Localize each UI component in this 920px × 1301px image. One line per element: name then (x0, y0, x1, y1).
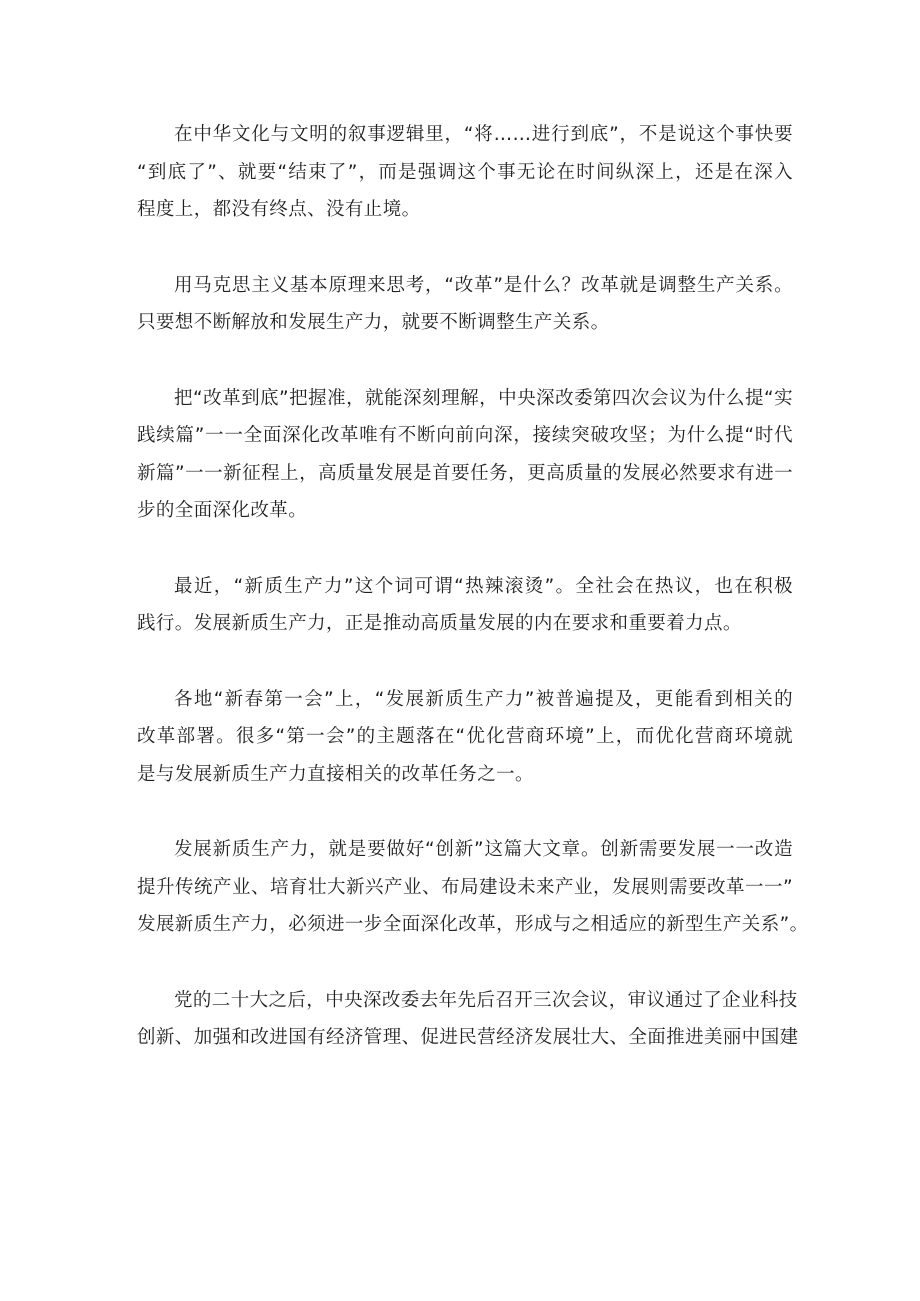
text-line: 最近，“新质生产力”这个词可谓“热辣滚烫”。全社会在热议，也在积极 (174, 575, 793, 597)
paragraph-7 (137, 982, 799, 1057)
document-body (137, 116, 809, 1095)
text-line: 把“改革到底”把握准，就能深刻理解，中央深改委第四次会议为什么提“实 (174, 387, 793, 409)
text-line: 提升传统产业、培育壮大新兴产业、布局建设未来产业，发展则需要改革一一” (137, 876, 793, 898)
paragraph-4 (137, 568, 793, 643)
text-line: 步的全面深化改革。 (137, 500, 308, 521)
text-line: 是与发展新质生产力直接相关的改革任务之一。 (137, 763, 534, 785)
text-line: 创新、加强和改进国有经济管理、促进民营经济发展壮大、全面推进美丽中国建 (137, 1027, 799, 1048)
text-line: 发展新质生产力，必须进一步全面深化改革，形成与之相适应的新型生产关系”。 (137, 914, 809, 935)
text-line: 程度上，都没有终点、没有止境。 (137, 199, 421, 220)
text-line: 党的二十大之后，中央深改委去年先后召开三次会议，审议通过了企业科技 (174, 989, 798, 1011)
paragraph-1 (137, 116, 793, 229)
text-line: 用马克思主义基本原理来思考，“改革”是什么？改革就是调整生产关系。 (174, 274, 793, 296)
text-line: 各地“新春第一会”上，“发展新质生产力”被普遍提及，更能看到相关的 (174, 688, 793, 710)
text-line: 践续篇”一一全面深化改革唯有不断向前向深，接续突破攻坚；为什么提“时代 (137, 425, 793, 446)
text-line: 践行。发展新质生产力，正是推动高质量发展的内在要求和重要着力点。 (137, 613, 742, 634)
text-line: 只要想不断解放和发展生产力，就要不断调整生产关系。 (137, 312, 610, 333)
paragraph-3 (137, 380, 793, 530)
text-line: 改革部署。很多“第一会”的主题落在“优化营商环境”上，而优化营商环境就 (137, 726, 793, 747)
paragraph-5 (137, 681, 793, 794)
paragraph-6 (137, 831, 809, 944)
paragraph-2 (137, 267, 793, 342)
text-line: 在中华文化与文明的叙事逻辑里，“将……进行到底”，不是说这个事快要 (174, 124, 793, 145)
text-line: 新篇”一一新征程上，高质量发展是首要任务，更高质量的发展必然要求有进一 (137, 462, 793, 484)
text-line: 发展新质生产力，就是要做好“创新”这篇大文章。创新需要发展一一改造 (174, 839, 793, 860)
text-line: “到底了”、就要“结束了”，而是强调这个事无论在时间纵深上，还是在深入 (137, 161, 793, 183)
